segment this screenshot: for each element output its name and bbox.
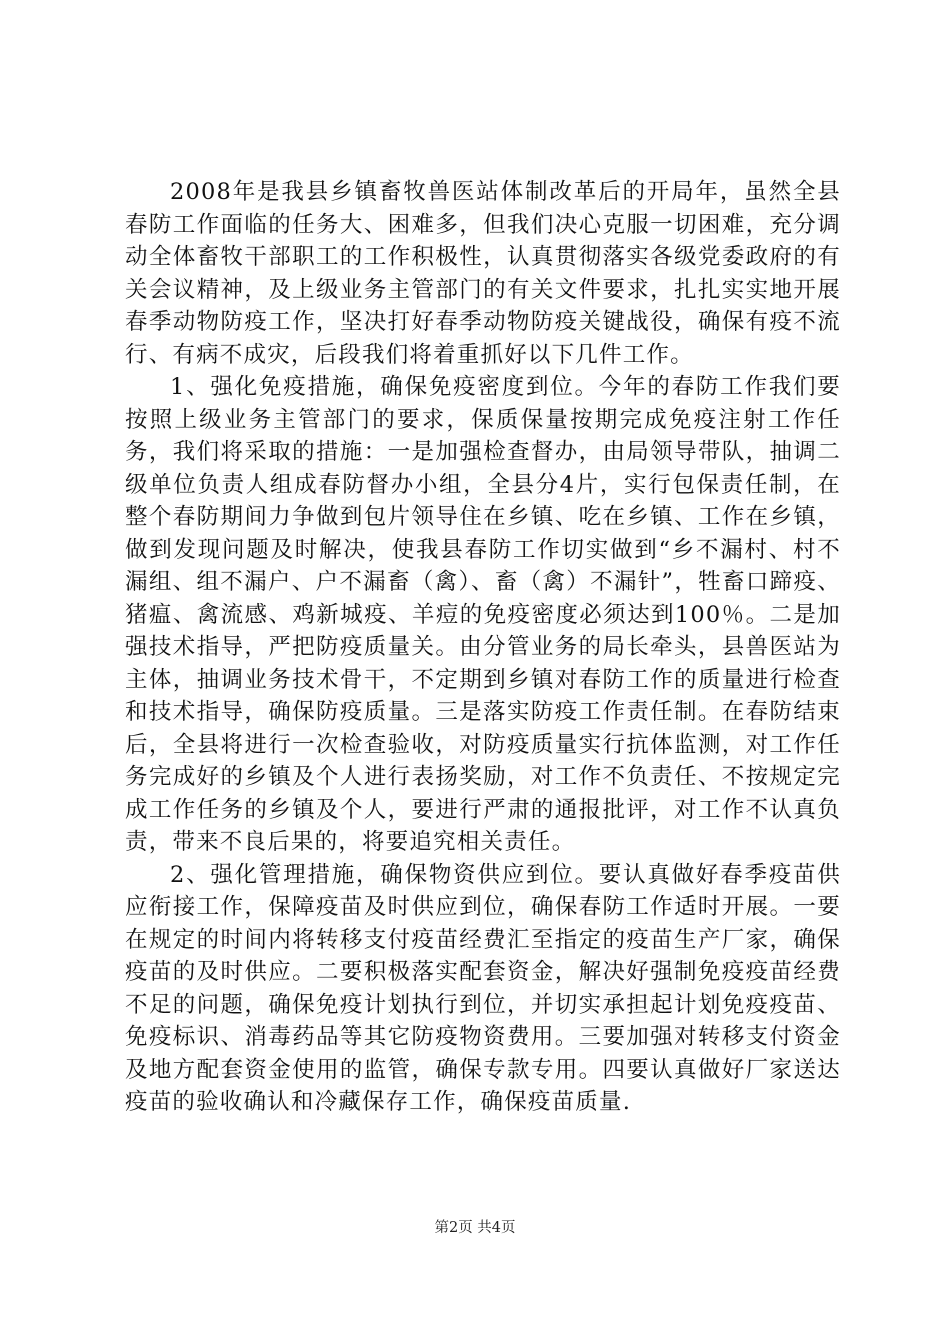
page-number-footer: 第2页 共4页: [434, 1220, 516, 1236]
paragraph-supply-management: 2、强化管理措施，确保物资供应到位。要认真做好春季疫苗供应衔接工作，保障疫苗及时供应到位，确保春防工作适时开展。一要在规定的时间内将转移支付疫苗经费汇至指定的疫苗生产厂家，确保疫苗的及时供应。二要积极落实配套资金，解决好强制免疫疫苗经费不足的问题，确保免疫计划执行到位，并切实承担起计划免疫疫苗、免疫标识、消毒药品等其它防疫物资费用。三要加强对转移支付资金及地方配套资金使用的监管，确保专款专用。四要认真做好厂家送达疫苗的验收确认和冷藏保存工作，确保疫苗质量.: [125, 861, 841, 1115]
paragraph-intro: 2008年是我县乡镇畜牧兽医站体制改革后的开局年，虽然全县春防工作面临的任务大、困难多，但我们决心克服一切困难，充分调动全体畜牧干部职工的工作积极性，认真贯彻落实各级党委政府的有关会议精神，及上级业务主管部门的有关文件要求，扎扎实实地开展春季动物防疫工作，坚决打好春季动物防疫关键战役，确保有疫不流行、有病不成灾，后段我们将着重抓好以下几件工作。: [125, 179, 841, 368]
paragraph-immunization-measures: 1、强化免疫措施，确保免疫密度到位。今年的春防工作我们要按照上级业务主管部门的要求，保质保量按期完成免疫注射工作任务，我们将采取的措施：一是加强检查督办，由局领导带队，抽调二级单位负责人组成春防督办小组，全县分4片，实行包保责任制，在整个春防期间力争做到包片领导住在乡镇、吃在乡镇、工作在乡镇，做到发现问题及时解决，使我县春防工作切实做到“乡不漏村、村不漏组、组不漏户、户不漏畜（禽）、畜（禽）不漏针”，牲畜口蹄疫、猪瘟、禽流感、鸡新城疫、羊痘的免疫密度必须达到100％。二是加强技术指导，严把防疫质量关。由分管业务的局长牵头，县兽医站为主体，抽调业务技术骨干，不定期到乡镇对春防工作的质量进行检查和技术指导，确保防疫质量。三是落实防疫工作责任制。在春防结束后，全县将进行一次检查验收，对防疫质量实行抗体监测，对工作任务完成好的乡镇及个人进行表扬奖励，对工作不负责任、不按规定完成工作任务的乡镇及个人，要进行严肃的通报批评，对工作不认真负责，带来不良后果的，将要追究相关责任。: [125, 374, 841, 855]
document-body: [125, 176, 841, 1119]
